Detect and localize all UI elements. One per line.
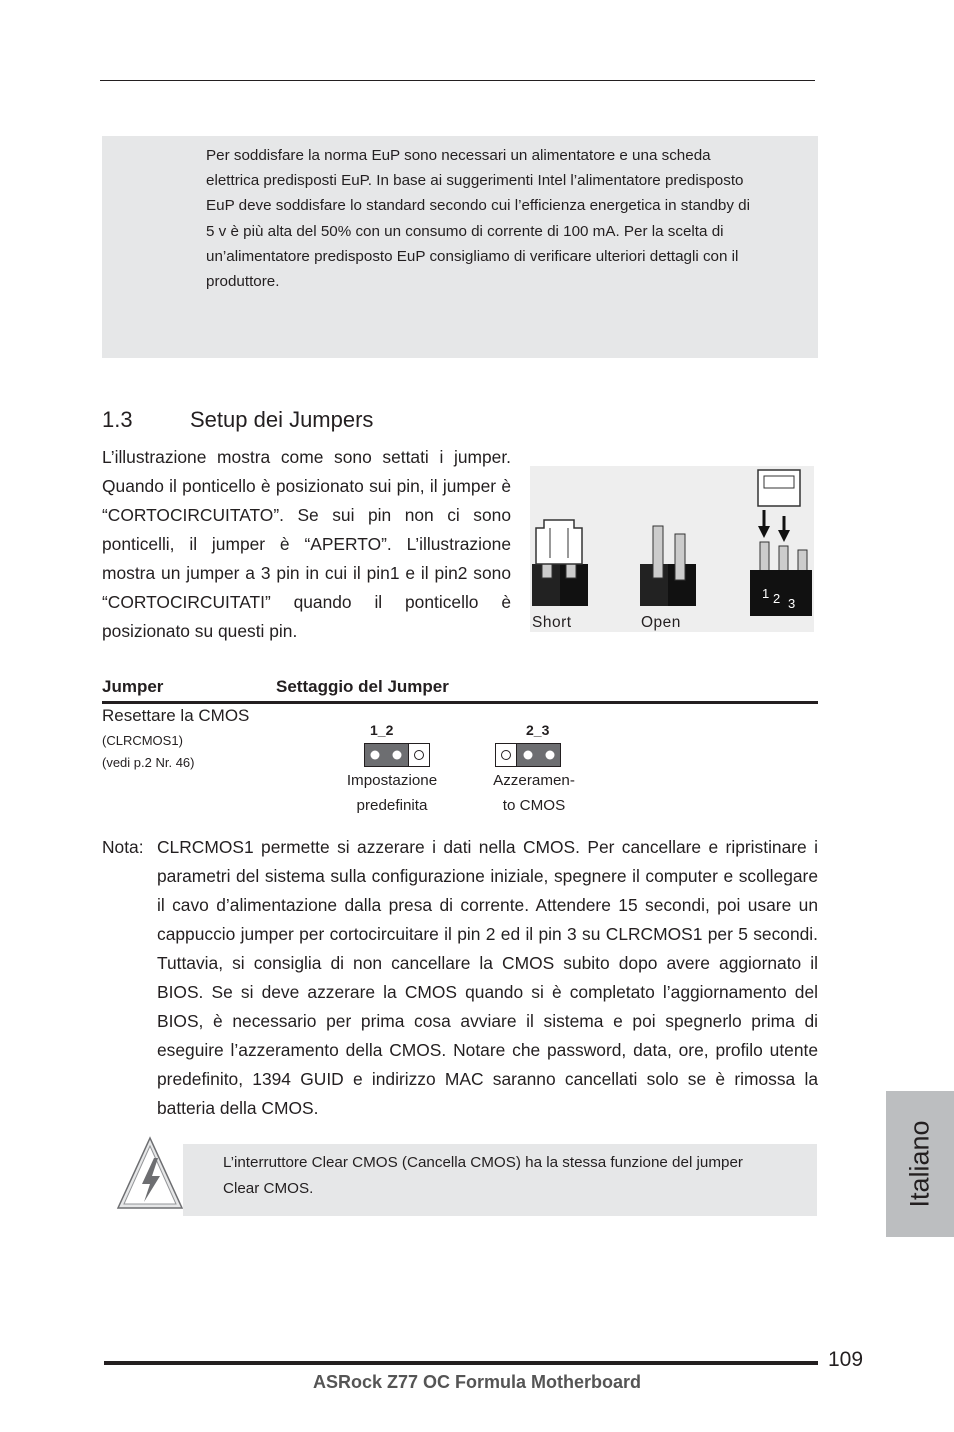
top-rule bbox=[100, 80, 815, 81]
nota-label: Nota: bbox=[102, 837, 144, 857]
setting-caption-line1: Impostazione bbox=[346, 772, 438, 789]
jumper-diagram bbox=[530, 466, 814, 632]
table-header-rule bbox=[102, 701, 818, 704]
table-header-jumper: Jumper bbox=[102, 677, 164, 696]
jumper-illustration bbox=[530, 466, 814, 632]
eup-note-text: Per soddisfare la norma EuP sono necessari un alimentatore e una scheda elettrica predisposti EuP. In base ai suggerimenti Intel l’alimentatore predisposto EuP deve soddisfare lo standard secondo cui l’efficienza energetica in standby di 5 v è più alta del 50% con un consumo di corrente di 100 mA. Per la scelta di un’alimentatore predisposto EuP consigliamo di verificare ulteriori dettagli con il produttore. bbox=[206, 147, 751, 291]
pin-number-2: 2 bbox=[773, 591, 781, 606]
language-side-tab bbox=[886, 1091, 954, 1237]
footer-product-name: ASRock Z77 OC Formula Motherboard bbox=[312, 1372, 642, 1392]
pin-header-2-3-icon bbox=[495, 743, 561, 767]
setting-caption-line2: to CMOS bbox=[502, 797, 566, 814]
jumper-id: (CLRCMOS1) bbox=[102, 733, 183, 748]
section-intro: L’illustrazione mostra come sono settati i jumper. Quando il ponticello è posizionato sui pin, il jumper è “CORTOCIRCUITATO”. Se sui pin non ci sono ponticelli, il jumper è “APERTO”. L’illustrazione mostra un jumper a 3 pin in cui il pin1 e il pin2 sono “CORTOCIRCUITATI” quando il ponticello è posizionato su questi pin. bbox=[102, 447, 511, 641]
language-tab-label: Italiano bbox=[904, 1120, 935, 1208]
setting-clear-cmos bbox=[482, 720, 586, 820]
pins-label: 1_2 bbox=[370, 722, 394, 738]
warning-note-box bbox=[183, 1144, 817, 1216]
section-title: Setup dei Jumpers bbox=[190, 407, 374, 432]
jumper-name: Resettare la CMOS bbox=[102, 706, 250, 725]
setting-default bbox=[340, 720, 444, 820]
section-number: 1.3 bbox=[102, 407, 133, 432]
pin-number-3: 3 bbox=[788, 596, 796, 611]
pin-header-1-2-icon bbox=[364, 743, 430, 767]
page-number: 109 bbox=[828, 1348, 864, 1371]
pins-label: 2_3 bbox=[526, 722, 550, 738]
setting-caption-line2: predefinita bbox=[356, 797, 428, 814]
setting-caption-line1: Azzeramen- bbox=[493, 772, 575, 789]
table-header-setting: Settaggio del Jumper bbox=[276, 677, 449, 696]
pin-number-1: 1 bbox=[762, 586, 770, 601]
eup-note-box bbox=[102, 136, 818, 358]
footer-rule bbox=[104, 1361, 818, 1365]
warning-lightning-icon bbox=[114, 1134, 186, 1212]
short-jumper-graphic bbox=[532, 520, 588, 606]
short-label: Short bbox=[532, 614, 572, 631]
nota-text: CLRCMOS1 permette si azzerare i dati nella CMOS. Per cancellare e ripristinare i parametri del sistema sulla configurazione iniziale, spegnere il computer e scollegare il cavo d’alimentazione dalla presa di corrente. Attendere 15 secondi, poi usare un cappuccio jumper per cortocircuitare il pin 2 ed il pin 3 su CLRCMOS1 per 5 secondi. Tuttavia, si consiglia di non cancellare la CMOS subito dopo avere aggiornato il BIOS. Se si deve azzerare la CMOS quando si è completato l’aggiornamento del BIOS, è necessario per prima cosa avviare il sistema e poi spegnerlo prima di eseguire l’azzeramento della CMOS. Notare che password, data, ore, profilo utente predefinito, 1394 GUID e indirizzo MAC saranno cancellati solo se è rimossa la batteria della CMOS. bbox=[157, 837, 818, 1118]
three-pin-jumper-graphic bbox=[750, 470, 812, 616]
open-jumper-graphic bbox=[640, 526, 696, 606]
warning-note-text: L’interruttore Clear CMOS (Cancella CMOS) ha la stessa funzione del jumper Clear CMOS. bbox=[223, 1154, 743, 1197]
open-label: Open bbox=[641, 614, 681, 631]
jumper-ref: (vedi p.2 Nr. 46) bbox=[102, 755, 195, 770]
